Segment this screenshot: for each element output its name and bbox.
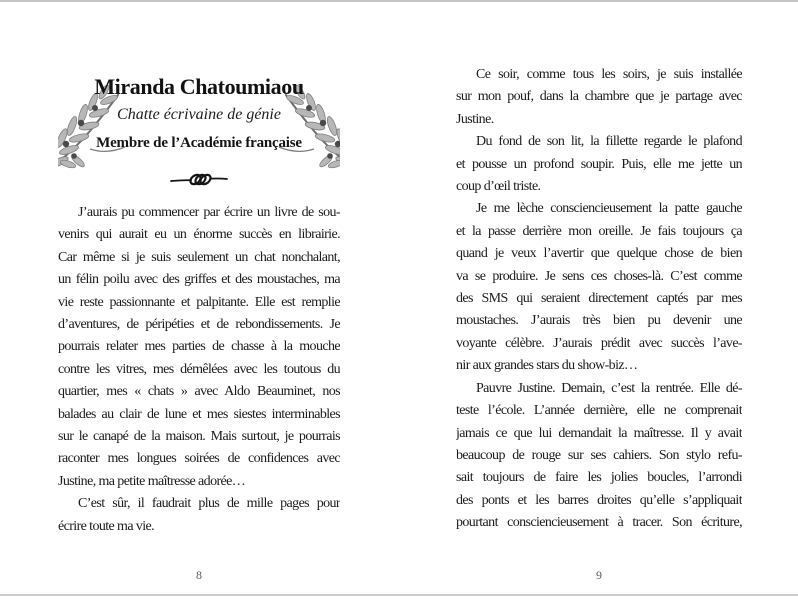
text-line: d’aventures, de péripéties et de rebondissements. Je [58, 317, 340, 333]
text-line: Ce soir, comme tous les soirs, je suis installée [476, 67, 742, 82]
text-line: Pauvre Justine. Demain, c’est la rentrée. Elle dé- [476, 380, 742, 396]
text-line: Justine. [456, 111, 494, 127]
paragraph [456, 198, 742, 377]
text-line: teste l’école. L’année dernière, elle ne comprenait [456, 403, 742, 419]
text-line: Car même si je suis seulement un chat nonchalant, [58, 249, 340, 265]
text-line: vie reste passionnante et palpitante. Elle est remplie [58, 294, 340, 310]
text-line: venirs qui aurait eu un énorme succès en librairie. [58, 227, 340, 243]
page-number-right: 9 [596, 568, 602, 582]
left-page [58, 0, 340, 560]
text-line: nir aux grandes stars du show-biz… [456, 358, 638, 374]
chapter-header [58, 0, 340, 200]
text-line: C’est sûr, il faudrait plus de mille pages pour [78, 496, 340, 512]
text-line: un félin poilu avec des griffes et des moustaches, ma [58, 272, 340, 288]
paragraph [456, 64, 742, 131]
author-title: Miranda Chatoumiaou [94, 74, 304, 99]
twisted-rope-divider-icon [170, 173, 228, 187]
text-line: sur le canapé de la maison. Mais surtout, je pourrais [58, 429, 340, 445]
text-line: sur mon pouf, dans la chambre que je partage avec [456, 89, 742, 105]
text-line: sait toujours de faire les jolies boucles, l’arrondi [456, 470, 742, 486]
paragraph [58, 493, 340, 538]
text-line: moustaches. J’aurais très bien pu devenir une [456, 313, 742, 329]
text-line: jamais ce que lui demandait la maîtresse. Il y avait [456, 425, 742, 441]
text-line: pourtant consciencieusement à tracer. Son écriture, [456, 515, 742, 531]
text-line: et pousse un profond soupir. Puis, elle me jette un [456, 156, 742, 172]
text-line: beaucoup de rouge sur ses cahiers. Son stylo refu- [456, 447, 742, 463]
paragraph [456, 131, 742, 198]
text-line: voyante célèbre. J’aurais prédit avec succès l’ave- [456, 335, 742, 351]
text-line: coup d’œil triste. [456, 179, 541, 195]
text-line: écrire toute ma vie. [58, 518, 155, 534]
text-line: pourrais relater mes parties de chasse à la mouche [58, 339, 340, 355]
right-page-text [456, 64, 742, 535]
text-line: J’aurais pu commencer par écrire un livre de sou- [78, 205, 340, 220]
text-line: Du fond de son lit, la fillette regarde le plafond [476, 134, 742, 150]
page-number-left: 8 [196, 568, 202, 582]
text-line: des SMS qui seraient directement captés par mes [456, 291, 742, 307]
text-line: quand je veux l’avertir que quelque chose de bien [456, 246, 742, 262]
text-line: quartier, mes « chats » avec Aldo Beauminet, nos [58, 384, 340, 400]
author-affiliation: Membre de l’Académie française [96, 135, 302, 151]
text-line: et la passe derrière mon oreille. Je fais toujours ça [456, 223, 742, 239]
author-subtitle: Chatte écrivaine de génie [117, 106, 281, 123]
paragraph [456, 378, 742, 535]
screen-bottom-border [0, 594, 798, 596]
text-line: contre les vitres, mes démêlées avec les toutous du [58, 361, 340, 377]
text-line: balades au clair de lune et mes siestes interminables [58, 406, 340, 422]
text-line: raconter mes longues soirées de confidences avec [58, 451, 340, 467]
text-line: des ponts et les barres droites qu’elle s’appliquait [456, 492, 742, 508]
left-page-text [58, 202, 340, 538]
right-page [456, 64, 742, 564]
text-line: va se produire. Je sens ces choses-là. C’est comme [456, 268, 742, 284]
text-line: Justine, ma petite maîtresse adorée… [58, 473, 246, 489]
paragraph [58, 202, 340, 493]
text-line: Je me lèche consciencieusement la patte gauche [476, 201, 742, 217]
